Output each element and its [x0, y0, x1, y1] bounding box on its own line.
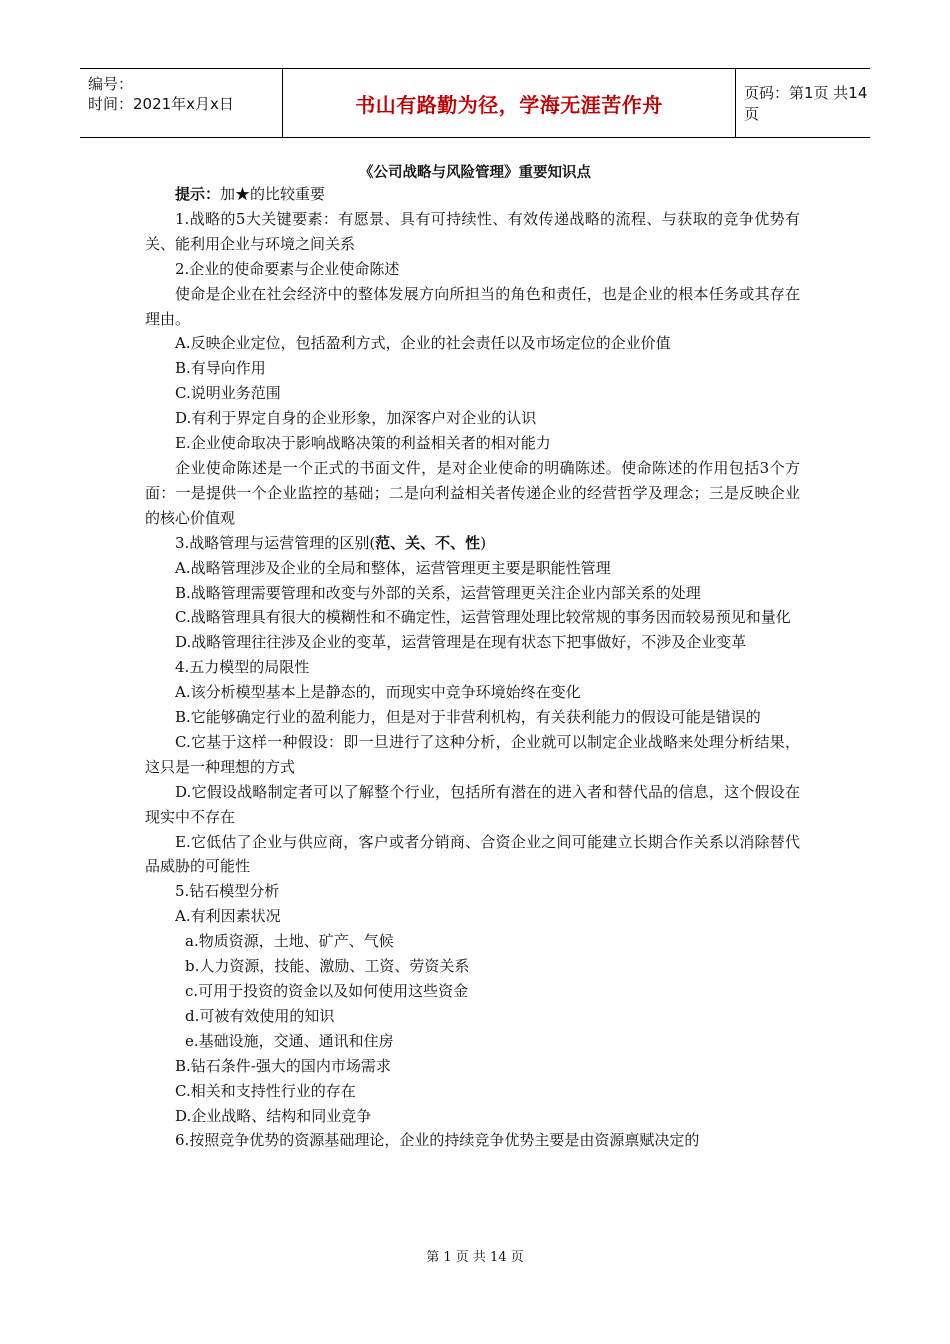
paragraph: [145, 406, 800, 431]
paragraph: [145, 356, 800, 381]
paragraph-text: C.相关和支持性行业的存在: [175, 1081, 356, 1100]
page-info: 页码：第1页 共14页: [744, 84, 868, 123]
paragraph-text: c.可用于投资的资金以及如何使用这些资金: [185, 982, 469, 1000]
tip-line: [145, 182, 800, 207]
number-label: 编号：: [88, 75, 134, 93]
paragraph-text: D.它假设战略制定者可以了解整个行业，包括所有潜在的进入者和替代品的信息，这个假设在现实中不存在: [145, 782, 800, 826]
tip-text: 加★的比较重要: [220, 185, 326, 203]
paragraph: [145, 556, 800, 581]
paragraph: [145, 605, 800, 630]
paragraph-text: C.战略管理具有很大的模糊性和不确定性，运营管理处理比较常规的事务因而较易预见和量化: [175, 608, 791, 627]
paragraph: [145, 531, 800, 556]
paragraph-text: D.企业战略、结构和同业竞争: [175, 1106, 372, 1125]
paragraph-text: A.有利因素状况: [175, 907, 281, 926]
paragraph-text: 2.企业的使命要素与企业使命陈述: [175, 259, 400, 278]
paragraph: [145, 282, 800, 332]
paragraph: [145, 680, 800, 705]
paragraph-text: 5.钻石模型分析: [175, 882, 280, 901]
paragraph-text: A.反映企业定位，包括盈利方式，企业的社会责任以及市场定位的企业价值: [175, 334, 671, 353]
paragraph: [145, 979, 800, 1004]
paragraph: [145, 730, 800, 780]
paragraph: [145, 207, 800, 257]
paragraph-text: B.战略管理需要管理和改变与外部的关系，运营管理更关注企业内部关系的处理: [175, 583, 701, 602]
motto-text: 书山有路勤为径，学海无涯苦作舟: [355, 92, 663, 117]
tip-label: 提示：: [175, 185, 221, 203]
paragraph: [145, 655, 800, 680]
paragraph: [145, 1054, 800, 1079]
time-label: 时间：2021年x月x日: [88, 95, 234, 113]
paragraph: [145, 381, 800, 406]
document-body: [145, 182, 800, 1153]
document-title: 《公司战略与风险管理》重要知识点: [359, 164, 591, 181]
paragraph-text: A.该分析模型基本上是静态的，而现实中竞争环境始终在变化: [175, 683, 581, 702]
paragraph: [145, 331, 800, 356]
header-page-cell: [734, 69, 880, 137]
paragraph-text: B.有导向作用: [175, 359, 266, 378]
paragraph-text: 使命是企业在社会经济中的整体发展方向所担当的角色和责任，也是企业的根本任务或其存在理由。: [145, 284, 800, 328]
paragraph-text: b.人力资源，技能、激励、工资、劳资关系: [185, 957, 470, 976]
paragraph-text: 企业使命陈述是一个正式的书面文件，是对企业使命的明确陈述。使命陈述的作用包括3个方面：一是提供一个企业监控的基础；二是向利益相关者传递企业的经营哲学及理念；三是反映企业的核心价值观: [145, 458, 800, 527]
header-meta-cell: [80, 69, 282, 137]
header-table: [80, 68, 870, 138]
paragraph-text: E.它低估了企业与供应商，客户或者分销商、合资企业之间可能建立长期合作关系以消除替代品威胁的可能性: [145, 832, 800, 876]
paragraph-text: 6.按照竞争优势的资源基础理论，企业的持续竞争优势主要是由资源禀赋决定的: [175, 1131, 700, 1150]
paragraph: [145, 929, 800, 954]
paragraph: [145, 954, 800, 979]
paragraph: [145, 1104, 800, 1129]
paragraph-text: C.说明业务范围: [175, 384, 281, 403]
paragraph-text: d.可被有效使用的知识: [185, 1006, 335, 1025]
paragraph-text: e.基础设施，交通、通讯和住房: [185, 1031, 394, 1050]
paragraph: [145, 1079, 800, 1104]
paragraph: [145, 581, 800, 606]
paragraph-text: 4.五力模型的局限性: [175, 658, 310, 677]
paragraph-text: C.它基于这样一种假设：即一旦进行了这种分析，企业就可以制定企业战略来处理分析结果，这只是一种理想的方式: [145, 732, 800, 776]
paragraph-text: E.企业使命取决于影响战略决策的利益相关者的相对能力: [175, 434, 551, 453]
paragraph: [145, 705, 800, 730]
paragraph-text-tail: ): [480, 533, 487, 552]
paragraph: [145, 904, 800, 929]
paragraph-list: [145, 207, 800, 1153]
paragraph: [145, 1029, 800, 1054]
paragraph-text: D.战略管理往往涉及企业的变革，运营管理是在现有状态下把事做好，不涉及企业变革: [175, 633, 747, 652]
paragraph-text: A.战略管理涉及企业的全局和整体，运营管理更主要是职能性管理: [175, 558, 611, 577]
paragraph-text: D.有利于界定自身的企业形象，加深客户对企业的认识: [175, 409, 537, 428]
paragraph-text: B.它能够确定行业的盈利能力，但是对于非营利机构，有关获利能力的假设可能是错误的: [175, 708, 761, 727]
paragraph-text: 1.战略的5大关键要素：有愿景、具有可持续性、有效传递战略的流程、与获取的竞争优势有关、能利用企业与环境之间关系: [145, 209, 800, 253]
paragraph: [145, 830, 800, 880]
paragraph: [145, 879, 800, 904]
paragraph-text: 3.战略管理与运营管理的区别(: [175, 533, 376, 552]
paragraph-emphasis: 范、关、不、性: [375, 533, 481, 552]
paragraph: [145, 630, 800, 655]
paragraph: [145, 780, 800, 830]
paragraph-text: B.钻石条件-强大的国内市场需求: [175, 1056, 391, 1075]
header-motto-cell: [282, 69, 736, 137]
paragraph: [145, 456, 800, 531]
paragraph-text: a.物质资源，土地、矿产、气候: [185, 932, 394, 951]
paragraph: [145, 1128, 800, 1153]
paragraph: [145, 1004, 800, 1029]
page-footer: 第 1 页 共 14 页: [426, 1250, 524, 1265]
paragraph: [145, 257, 800, 282]
paragraph: [145, 431, 800, 456]
